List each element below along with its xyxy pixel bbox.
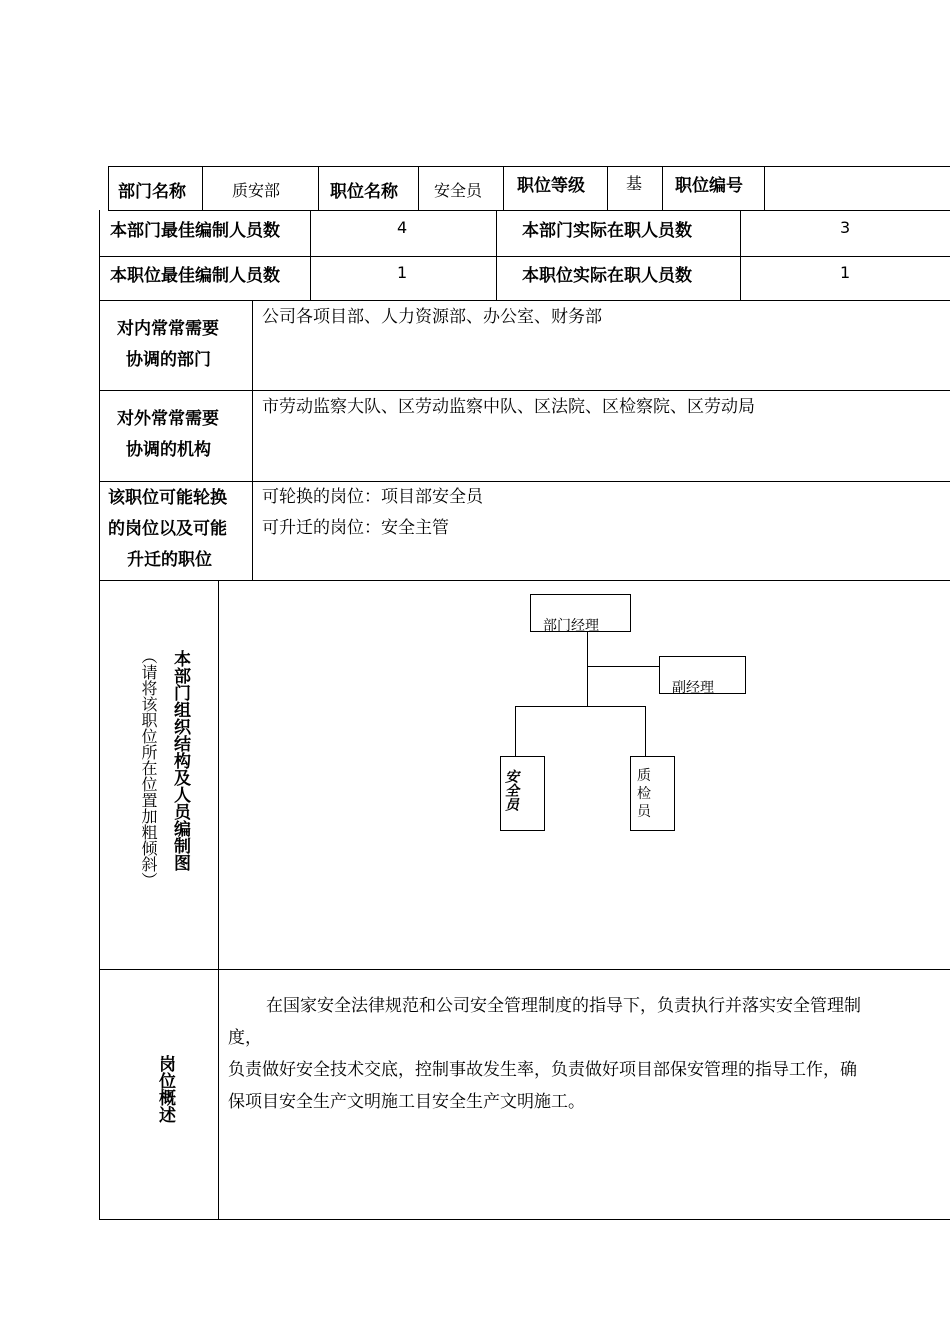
dept-actual-staff-label: 本部门实际在职人员数 — [522, 221, 692, 241]
overview-para2-line2: 保项目安全生产文明施工目安全生产文明施工。 — [228, 1092, 585, 1112]
overview-para1-line1: 在国家安全法律规范和公司安全管理制度的指导下，负责执行并落实安全管理制 — [266, 996, 861, 1016]
internal-coord-value: 公司各项目部、人力资源部、办公室、财务部 — [262, 307, 602, 327]
position-best-staff-value: 1 — [397, 263, 408, 282]
external-coord-value: 市劳动监察大队、区劳动监察中队、区法院、区检察院、区劳动局 — [262, 397, 755, 417]
deputy-node — [659, 656, 746, 694]
connector-line — [645, 706, 646, 756]
rotation-rotate-text: 可轮换的岗位：项目部安全员 — [262, 487, 483, 507]
connector-line — [515, 706, 646, 707]
dept-actual-staff-value: 3 — [840, 218, 851, 237]
rotation-label-line3: 升迁的职位 — [127, 550, 212, 570]
overview-para2-line1: 负责做好安全技术交底，控制事故发生率，负责做好项目部保安管理的指导工作，确 — [228, 1060, 857, 1080]
manager-node-label: 部门经理 — [543, 618, 599, 634]
internal-coord-label-line1: 对内常常需要 — [117, 319, 219, 339]
connector-line — [587, 666, 659, 667]
position-level-value: 基 — [626, 174, 643, 193]
org-chart-note: （请将该职位所在位置加粗倾斜） — [139, 648, 158, 888]
safety-officer-node-label: 安全员 — [503, 769, 519, 811]
position-name-label: 职位名称 — [330, 182, 398, 202]
internal-coord-label-line2: 协调的部门 — [126, 350, 211, 370]
position-name-value: 安全员 — [434, 181, 483, 200]
dept-best-staff-label: 本部门最佳编制人员数 — [110, 221, 280, 241]
manager-node — [530, 594, 631, 632]
overview-label: 岗位概述 — [155, 1055, 175, 1123]
connector-line — [515, 706, 516, 756]
inspector-node-label: 质检员 — [637, 768, 651, 820]
position-actual-staff-value: 1 — [840, 263, 851, 282]
org-chart-label: 本部门组织结构及人员编制图 — [170, 650, 190, 871]
rotation-label-line1: 该职位可能轮换 — [108, 488, 227, 508]
dept-best-staff-value: 4 — [397, 218, 408, 237]
position-best-staff-label: 本职位最佳编制人员数 — [110, 266, 280, 286]
dept-name-label: 部门名称 — [118, 182, 186, 202]
connector-line — [587, 632, 588, 706]
position-actual-staff-label: 本职位实际在职人员数 — [522, 266, 692, 286]
position-code-label: 职位编号 — [675, 176, 743, 196]
overview-para1-line2: 度， — [228, 1028, 262, 1048]
inspector-node — [630, 756, 675, 831]
dept-name-value: 质安部 — [232, 181, 281, 200]
rotation-label-line2: 的岗位以及可能 — [108, 519, 227, 539]
safety-officer-node — [500, 756, 545, 831]
position-level-label: 职位等级 — [517, 176, 585, 196]
external-coord-label-line1: 对外常常需要 — [117, 409, 219, 429]
deputy-node-label: 副经理 — [672, 680, 714, 696]
rotation-promote-text: 可升迁的岗位：安全主管 — [262, 518, 449, 538]
external-coord-label-line2: 协调的机构 — [126, 440, 211, 460]
